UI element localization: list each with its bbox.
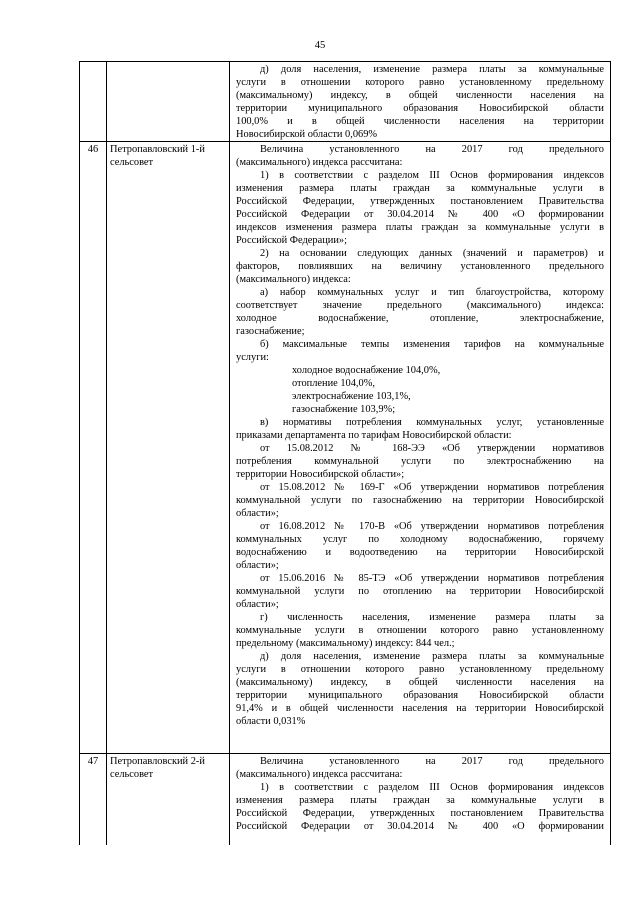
text-line: изменения размера платы граждан за коммунальные услуги в bbox=[236, 183, 604, 194]
text-line: Новосибирской области 0,069% bbox=[236, 129, 378, 140]
table-left-border bbox=[79, 61, 80, 845]
text-line: области 0,031% bbox=[236, 716, 306, 727]
text-line: (максимального) индекса рассчитана: bbox=[236, 769, 403, 780]
text-line: Величина установленного на 2017 год предельного bbox=[260, 756, 604, 767]
text-line: изменения размера платы граждан за коммунальные услуги в bbox=[236, 795, 604, 806]
text-line: территории муниципального образования Новосибирской области bbox=[236, 690, 604, 701]
name-line: сельсовет bbox=[110, 769, 154, 780]
text-line: отопление 104,0%, bbox=[292, 378, 375, 389]
text-line: (максимального) индекса рассчитана: bbox=[236, 157, 403, 168]
page-number: 45 bbox=[314, 40, 326, 51]
row-divider-47 bbox=[79, 753, 611, 754]
text-line: в) нормативы потребления коммунальных услуг, установленные bbox=[260, 417, 604, 428]
text-line: от 15.08.2012 № 168-ЭЭ «Об утверждении нормативов bbox=[260, 443, 604, 454]
text-line: услуги в отношении которого равно установленному предельному bbox=[236, 664, 604, 675]
text-line: 100,0% и в общей численности населения на территории bbox=[236, 116, 604, 127]
text-line: области»; bbox=[236, 508, 279, 519]
municipality-name-47 bbox=[110, 755, 226, 781]
text-line: газоснабжение 103,9%; bbox=[292, 404, 396, 415]
text-line: холодное водоснабжение, отопление, электроснабжение, bbox=[236, 313, 604, 324]
text-line: соответствует значение предельного (максимального) индекса: bbox=[236, 300, 604, 311]
text-line: области»; bbox=[236, 560, 279, 571]
row-46-text bbox=[236, 143, 604, 728]
text-line: д) доля населения, изменение размера платы за коммунальные bbox=[260, 64, 604, 75]
text-line: от 16.08.2012 № 170-В «Об утверждении нормативов потребления bbox=[260, 521, 604, 532]
text-line: д) доля населения, изменение размера платы за коммунальные bbox=[260, 651, 604, 662]
text-line: (максимальному) индексу, в общей численности населения на bbox=[236, 677, 604, 688]
text-line: б) максимальные темпы изменения тарифов на коммунальные bbox=[260, 339, 604, 350]
text-line: 2) на основании следующих данных (значений и параметров) и bbox=[260, 248, 604, 259]
text-line: Российской Федерации, утвержденных постановлением Правительства bbox=[236, 808, 604, 819]
table-right-border bbox=[610, 61, 611, 845]
text-line: 1) в соответствии с разделом III Основ формирования индексов bbox=[260, 170, 604, 181]
row-continued-text bbox=[236, 63, 604, 141]
text-line: услуги: bbox=[236, 352, 269, 363]
text-line: Российской Федерации от 30.04.2014 № 400 «О формировании bbox=[236, 821, 604, 832]
text-line: территории муниципального образования Новосибирской области bbox=[236, 103, 604, 114]
text-line: (максимального) индекса: bbox=[236, 274, 351, 285]
table-top-border bbox=[79, 61, 611, 62]
text-line: предельному (максимальному) индексу: 844 чел.; bbox=[236, 638, 455, 649]
name-line: Петропавловский 1-й bbox=[110, 144, 205, 155]
text-line: а) набор коммунальных услуг и тип благоустройства, которому bbox=[260, 287, 604, 298]
row-number-47: 47 bbox=[87, 756, 99, 767]
text-line: (максимальному) индексу, в общей численности населения на bbox=[236, 90, 604, 101]
text-line: Российской Федерации, утвержденных постановлением Правительства bbox=[236, 196, 604, 207]
text-line: услуги в отношении которого равно установленному предельному bbox=[236, 77, 604, 88]
text-line: 91,4% и в общей численности населения на территории Новосибирской bbox=[236, 703, 604, 714]
text-line: территории Новосибирской области»; bbox=[236, 469, 405, 480]
text-line: от 15.06.2016 № 85-ТЭ «Об утверждении нормативов потребления bbox=[260, 573, 604, 584]
text-line: коммунальной услуги по отоплению на территории Новосибирской bbox=[236, 586, 604, 597]
column-divider-1 bbox=[106, 61, 107, 845]
text-line: коммунальной услуги по газоснабжению на территории Новосибирской bbox=[236, 495, 604, 506]
row-47-text bbox=[236, 755, 604, 833]
text-line: 1) в соответствии с разделом III Основ формирования индексов bbox=[260, 782, 604, 793]
text-line: г) численность населения, изменение размера платы за bbox=[260, 612, 604, 623]
text-line: холодное водоснабжение 104,0%, bbox=[292, 365, 441, 376]
name-line: сельсовет bbox=[110, 157, 154, 168]
text-line: Российской Федерации от 30.04.2014 № 400 «О формировании bbox=[236, 209, 604, 220]
text-line: электроснабжение 103,1%, bbox=[292, 391, 411, 402]
municipality-name-46 bbox=[110, 143, 226, 169]
text-line: индексов изменения размера платы граждан за коммунальные услуги в bbox=[236, 222, 604, 233]
text-line: коммунальных услуг по холодному водоснабжению, горячему bbox=[236, 534, 604, 545]
text-line: факторов, повлиявших на величину установленного предельного bbox=[236, 261, 604, 272]
name-line: Петропавловский 2-й bbox=[110, 756, 205, 767]
column-divider-2 bbox=[229, 61, 230, 845]
text-line: от 15.08.2012 № 169-Г «Об утверждении нормативов потребления bbox=[260, 482, 604, 493]
text-line: потребления коммунальной услуги по электроснабжению на bbox=[236, 456, 604, 467]
text-line: газоснабжение; bbox=[236, 326, 305, 337]
text-line: приказами департамента по тарифам Новосибирской области: bbox=[236, 430, 512, 441]
text-line: Российской Федерации»; bbox=[236, 235, 347, 246]
text-line: области»; bbox=[236, 599, 279, 610]
text-line: коммунальные услуги в отношении которого равно установленному bbox=[236, 625, 604, 636]
row-divider-46 bbox=[79, 141, 611, 142]
row-number-46: 46 bbox=[87, 144, 99, 155]
text-line: Величина установленного на 2017 год предельного bbox=[260, 144, 604, 155]
text-line: водоснабжению и водоотведению на территории Новосибирской bbox=[236, 547, 604, 558]
